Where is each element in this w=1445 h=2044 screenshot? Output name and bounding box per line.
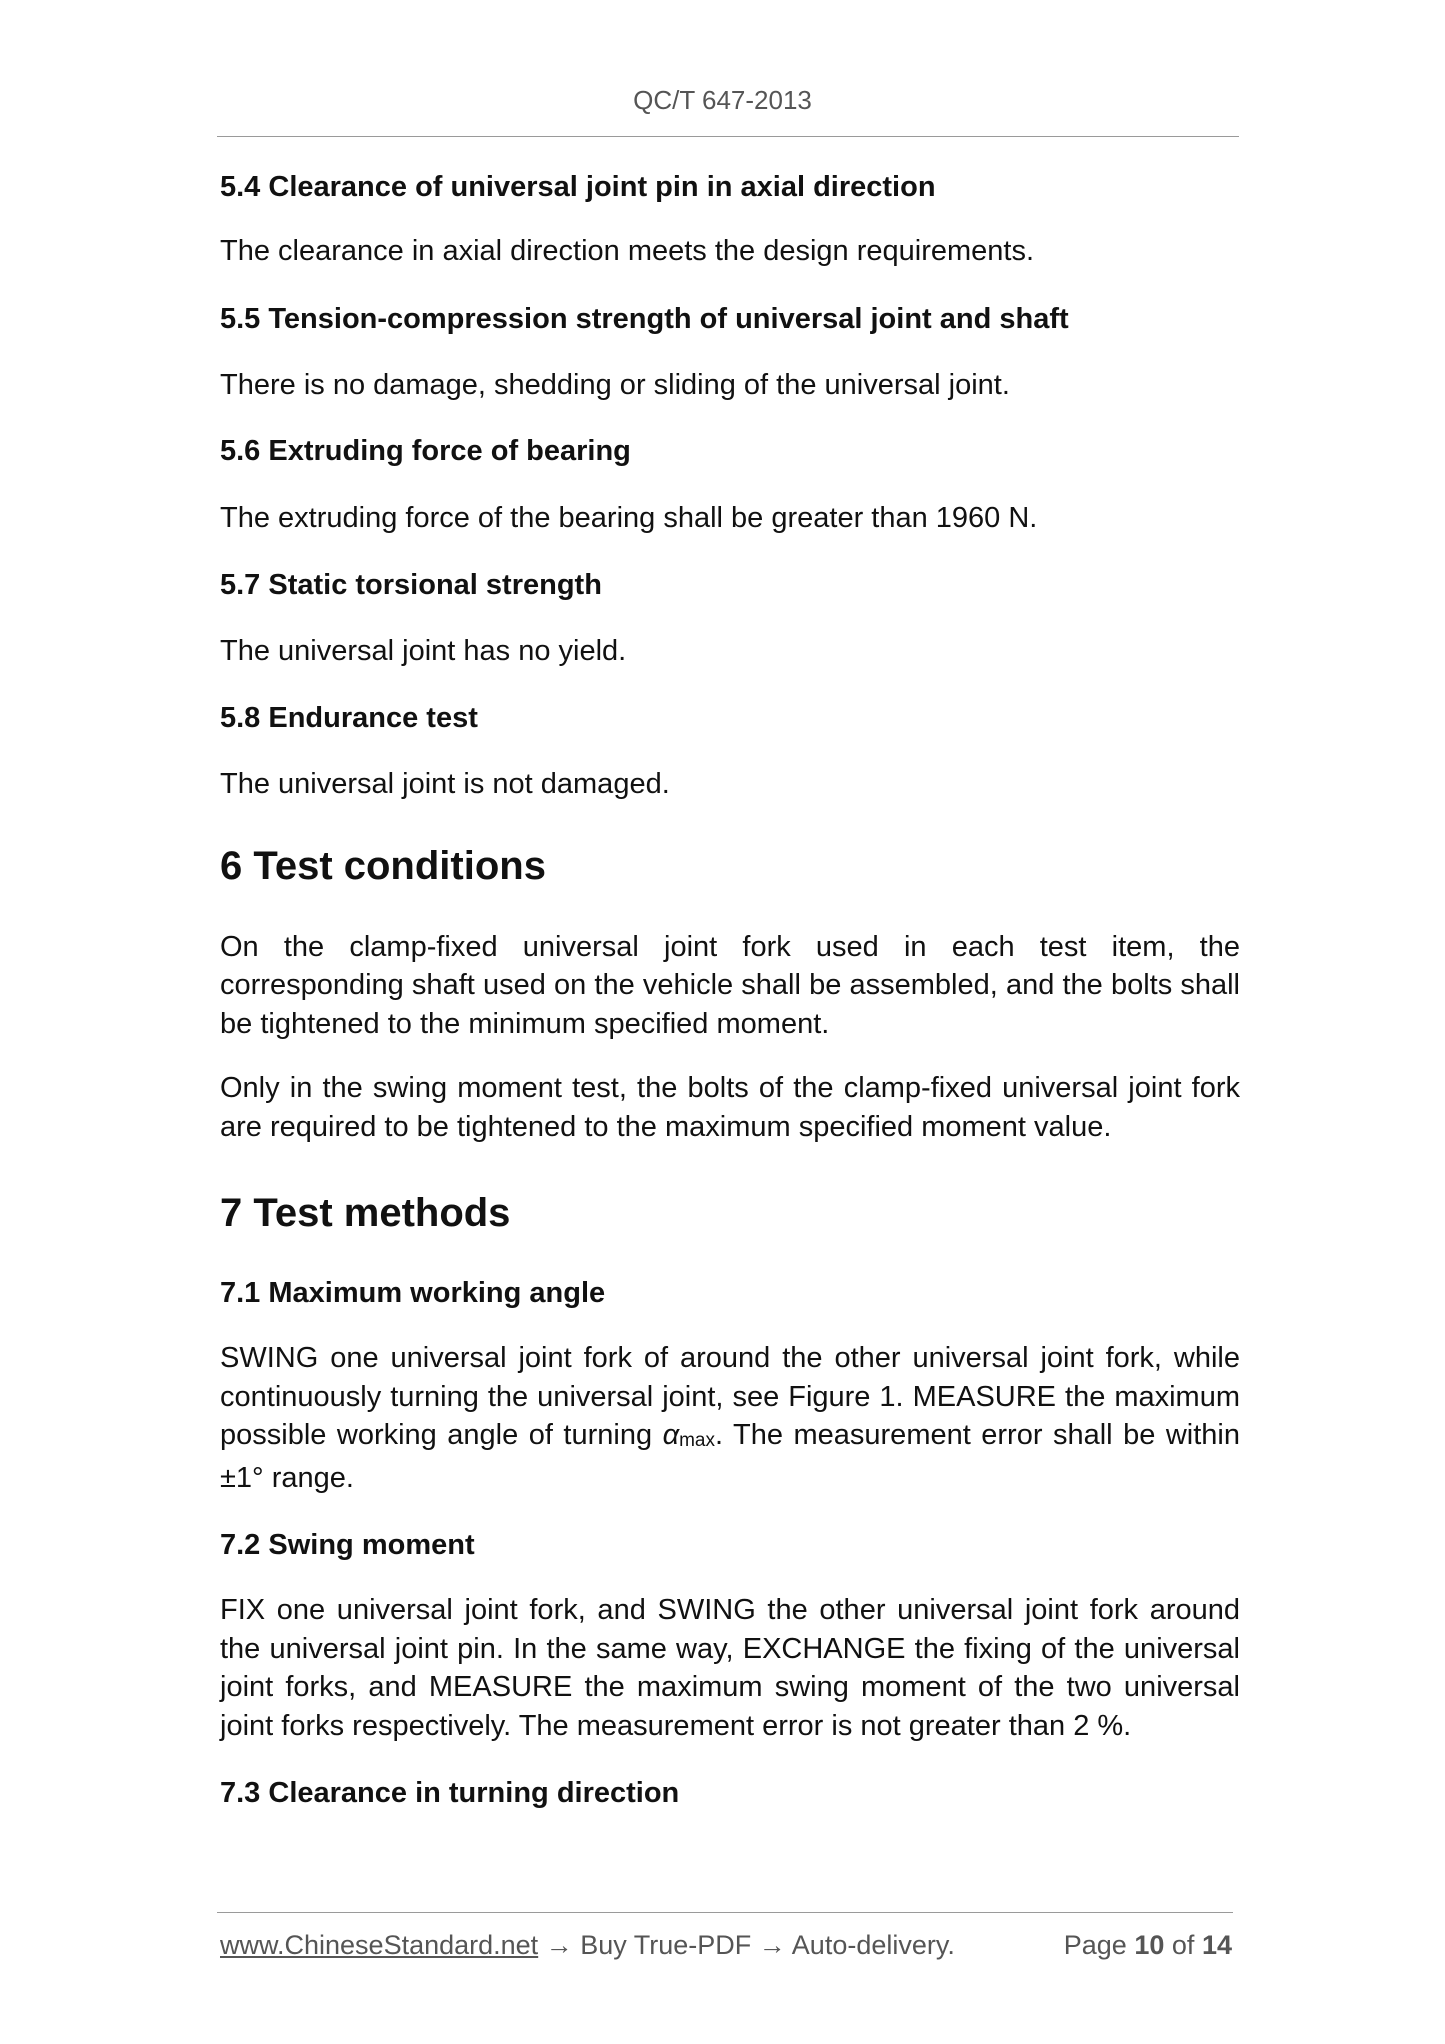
section-7-heading: 7 Test methods	[220, 1191, 511, 1235]
section-6-paragraph-2: Only in the swing moment test, the bolts of the clamp-fixed universal joint fork are required to be tightened to the maximum specified moment value.	[220, 1072, 1240, 1143]
section-7-1-body-tail: . The measurement error shall be within ±1° range.	[220, 1419, 1240, 1494]
section-5-6-heading: 5.6 Extruding force of bearing	[220, 435, 631, 467]
auto-delivery-text: Auto-delivery.	[791, 1930, 955, 1960]
arrow-right-icon: →	[545, 1930, 573, 1960]
page-label: Page	[1063, 1930, 1127, 1960]
header-divider	[217, 136, 1239, 137]
website-link[interactable]: www.ChineseStandard.net	[220, 1930, 539, 1960]
section-5-7-heading: 5.7 Static torsional strength	[220, 568, 602, 601]
section-7-1-heading: 7.1 Maximum working angle	[220, 1277, 606, 1309]
section-5-8-heading: 5.8 Endurance test	[220, 702, 478, 734]
section-6-heading: 6 Test conditions	[220, 843, 546, 888]
section-5-5-heading: 5.5 Tension-compression strength of universal joint and shaft	[220, 302, 1069, 335]
footer-promo	[220, 1930, 955, 1961]
buy-pdf-text: Buy True-PDF	[580, 1930, 752, 1960]
section-5-7-body: The universal joint has no yield.	[220, 634, 627, 667]
section-5-5-body: There is no damage, shedding or sliding of the universal joint.	[220, 368, 1010, 401]
section-7-1-body	[220, 1339, 1240, 1497]
section-5-6-body: The extruding force of the bearing shall be greater than 1960 N.	[220, 502, 1038, 534]
document-code: QC/T 647-2013	[633, 85, 812, 115]
of-label: of	[1171, 1930, 1195, 1960]
section-7-2-body: FIX one universal joint fork, and SWING the other universal joint fork around the universal joint pin. In the same way, EXCHANGE the fixing of the universal joint forks, and MEASURE the maximum swing moment of the two universal joint forks respectively. The measurement error is not greater than 2 %.	[220, 1594, 1240, 1742]
arrow-right-icon: →	[758, 1930, 786, 1960]
section-6-paragraph-1: On the clamp-fixed universal joint fork used in each test item, the corresponding shaft used on the vehicle shall be assembled, and the bolts shall be tightened to the minimum specified moment.	[220, 930, 1240, 1040]
section-7-3-heading: 7.3 Clearance in turning direction	[220, 1777, 680, 1809]
page-total: 14	[1201, 1930, 1232, 1960]
page-indicator	[1064, 1930, 1232, 1961]
section-5-4-heading: 5.4 Clearance of universal joint pin in axial direction	[220, 171, 936, 203]
page-footer	[220, 1930, 1232, 1970]
page-content	[220, 166, 1240, 1814]
alpha-subscript: max	[679, 1430, 716, 1451]
page-number: 10	[1134, 1930, 1165, 1960]
footer-divider	[217, 1912, 1233, 1913]
section-7-1-body-text: SWING one universal joint fork of around the other universal joint fork, while continuously turning the universal joint, see Figure 1. MEASURE the maximum possible working angle of turning	[220, 1342, 1240, 1451]
section-7-2-heading: 7.2 Swing moment	[220, 1529, 475, 1561]
section-5-8-body: The universal joint is not damaged.	[220, 768, 670, 800]
alpha-symbol: α	[662, 1419, 680, 1451]
section-5-4-body: The clearance in axial direction meets the design requirements.	[220, 235, 1035, 267]
